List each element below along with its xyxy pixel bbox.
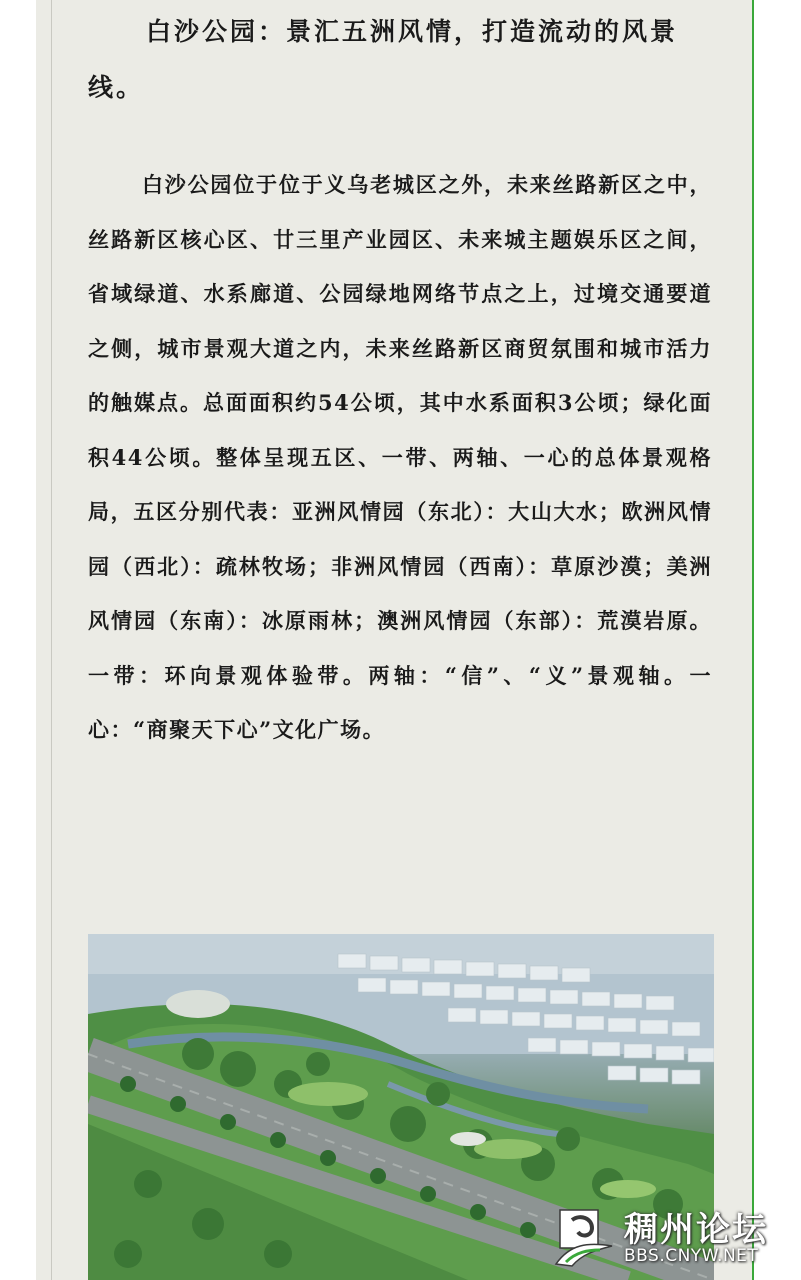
forum-logo-icon xyxy=(552,1204,618,1270)
article-headline: 白沙公园：景汇五洲风情，打造流动的风景线。 xyxy=(88,17,679,102)
frame-divider xyxy=(51,0,52,1280)
article-paragraph: 白沙公园位于位于义乌老城区之外，未来丝路新区之中，丝路新区核心区、廿三里产业园区、未来城主题娱乐区之间，省域绿道、水系廊道、公园绿地网络节点之上，过境交通要道之侧，城市景观大道之内，未来丝路新区商贸氛围和城市活力的触媒点。总面面积约54公顷，其中水系面积3公顷；绿化面积44公顷。整体呈现五区、一带、两轴、一心的总体景观格局，五区分别代表：亚洲风情园（东北）：大山大水；欧洲风情园（西北）：疏林牧场；非洲风情园（西南）：草原沙漠；美洲风情园（东南）：冰原雨林；澳洲风情园（东部）：荒漠岩原。一带：环向景观体验带。两轴：“信”、“义”景观轴。一心：“商聚天下心”文化广场。 xyxy=(88,172,712,742)
site-watermark xyxy=(552,1198,801,1280)
watermark-url: BBS.CNYW.NET xyxy=(624,1246,759,1266)
watermark-title: 稠州论坛 xyxy=(624,1210,768,1250)
